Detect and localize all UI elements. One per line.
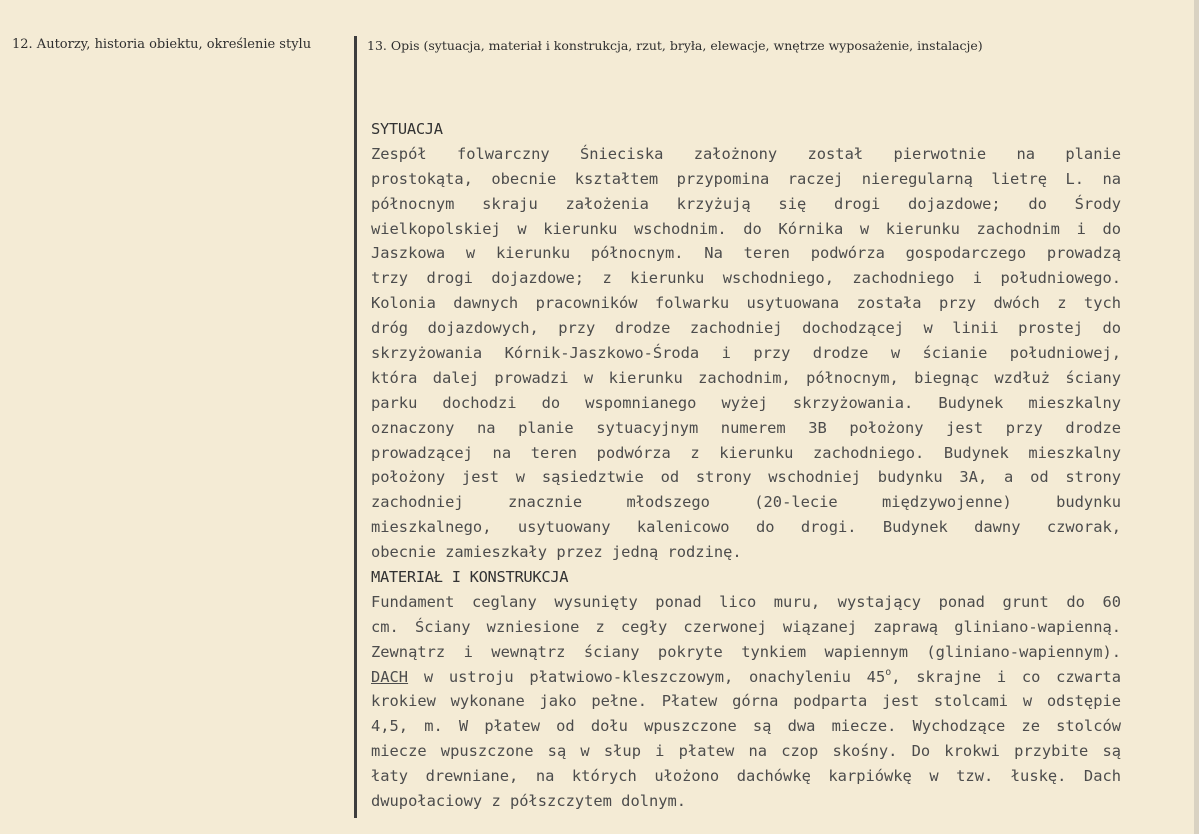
- dach-line: [371, 665, 1121, 690]
- text-line: która dalej prowadzi w kierunku zachodnim, północnym, biegnąc wzdłuż ściany: [371, 368, 1121, 387]
- text-line: prowadzącej na teren podwórza z kierunku zachodniego. Budynek mieszkalny: [371, 443, 1121, 462]
- text-line: wielkopolskiej w kierunku wschodnim. do Kórnika w kierunku zachodnim i do: [371, 219, 1121, 238]
- text-line: prostokąta, obecnie kształtem przypomina raczej nieregularną lietrę L. na: [371, 169, 1121, 188]
- material-paragraph: [371, 590, 1121, 665]
- text-line: Fundament ceglany wysunięty ponad lico muru, wystający ponad grunt do 60: [371, 592, 1121, 611]
- sytuacja-paragraph: [371, 142, 1121, 565]
- text-line: dróg dojazdowych, przy drodze zachodniej dochodzącej w linii prostej do: [371, 319, 1121, 338]
- text-line: Jaszkowa w kierunku północnym. Na teren podwórza gospodarczego prowadzą: [371, 244, 1121, 263]
- text-line: północnym skraju założenia krzyżują się drogi dojazdowe; do Środy: [371, 194, 1121, 213]
- column-divider: [354, 36, 357, 818]
- text-line: skrzyżowania Kórnik-Jaszkowo-Środa i przy drodze w ścianie południowej,: [371, 344, 1121, 363]
- text-line: miecze wpuszczone są w słup i płatew na czop skośny. Do krokwi przybite są: [371, 742, 1121, 761]
- material-heading: MATERIAŁ I KONSTRUKCJA: [371, 568, 569, 587]
- field-12-header: 12. Autorzy, historia obiektu, określenie stylu: [12, 37, 312, 52]
- page-edge: [1194, 0, 1199, 834]
- text-line: trzy drogi dojazdowe; z kierunku wschodniego, zachodniego i południowego.: [371, 269, 1121, 288]
- text-line: Zespół folwarczny Śnieciska założnony został pierwotnie na planie: [371, 144, 1121, 163]
- text-line: zachodniej znacznie młodszego (20-lecie międzywojenne) budynku: [371, 493, 1121, 512]
- dach-paragraph: [371, 689, 1121, 813]
- text-line: dwupołaciowy z półszczytem dolnym.: [371, 792, 687, 811]
- text-line: łaty drewniane, na których ułożono dachówkę karpiówkę w tzw. łuskę. Dach: [371, 767, 1121, 786]
- text-line: oznaczony na planie sytuacyjnym numerem 3B położony jest przy drodze: [371, 418, 1121, 437]
- degree-sign: o: [885, 666, 892, 678]
- dach-label: DACH: [371, 667, 409, 686]
- text-line: mieszkalnego, usytuowany kalenicowo do drogi. Budynek dawny czworak,: [371, 518, 1121, 537]
- field-13-header: 13. Opis (sytuacja, materiał i konstrukcja, rzut, bryła, elewacje, wnętrze wyposażenie, instalacje): [367, 38, 983, 53]
- text-line: 4,5, m. W płatew od dołu wpuszczone są dwa miecze. Wychodzące ze stolców: [371, 717, 1121, 736]
- text-line: obecnie zamieszkały przez jedną rodzinę.: [371, 543, 742, 562]
- text-line: parku dochodzi do wspomnianego wyżej skrzyżowania. Budynek mieszkalny: [371, 393, 1121, 412]
- dach-text-after: , skrajne i co czwarta: [891, 667, 1121, 686]
- sytuacja-heading: SYTUACJA: [371, 120, 443, 138]
- text-line: Kolonia dawnych pracowników folwarku usytuowana została przy dwóch z tych: [371, 294, 1121, 313]
- description-text: [371, 117, 1121, 814]
- text-line: położony jest w sąsiedztwie od strony wschodniej budynku 3A, a od strony: [371, 468, 1121, 487]
- text-line: cm. Ściany wzniesione z cegły czerwonej wiązanej zaprawą gliniano-wapienną.: [371, 617, 1121, 636]
- text-line: Zewnątrz i wewnątrz ściany pokryte tynkiem wapiennym (gliniano-wapiennym).: [371, 642, 1121, 661]
- text-line: krokiew wykonane jako pełne. Płatew górna podparta jest stolcami w odstępie: [371, 692, 1121, 711]
- dach-text-before: w ustroju płatwiowo-kleszczowym, onachyleniu 45: [408, 667, 886, 686]
